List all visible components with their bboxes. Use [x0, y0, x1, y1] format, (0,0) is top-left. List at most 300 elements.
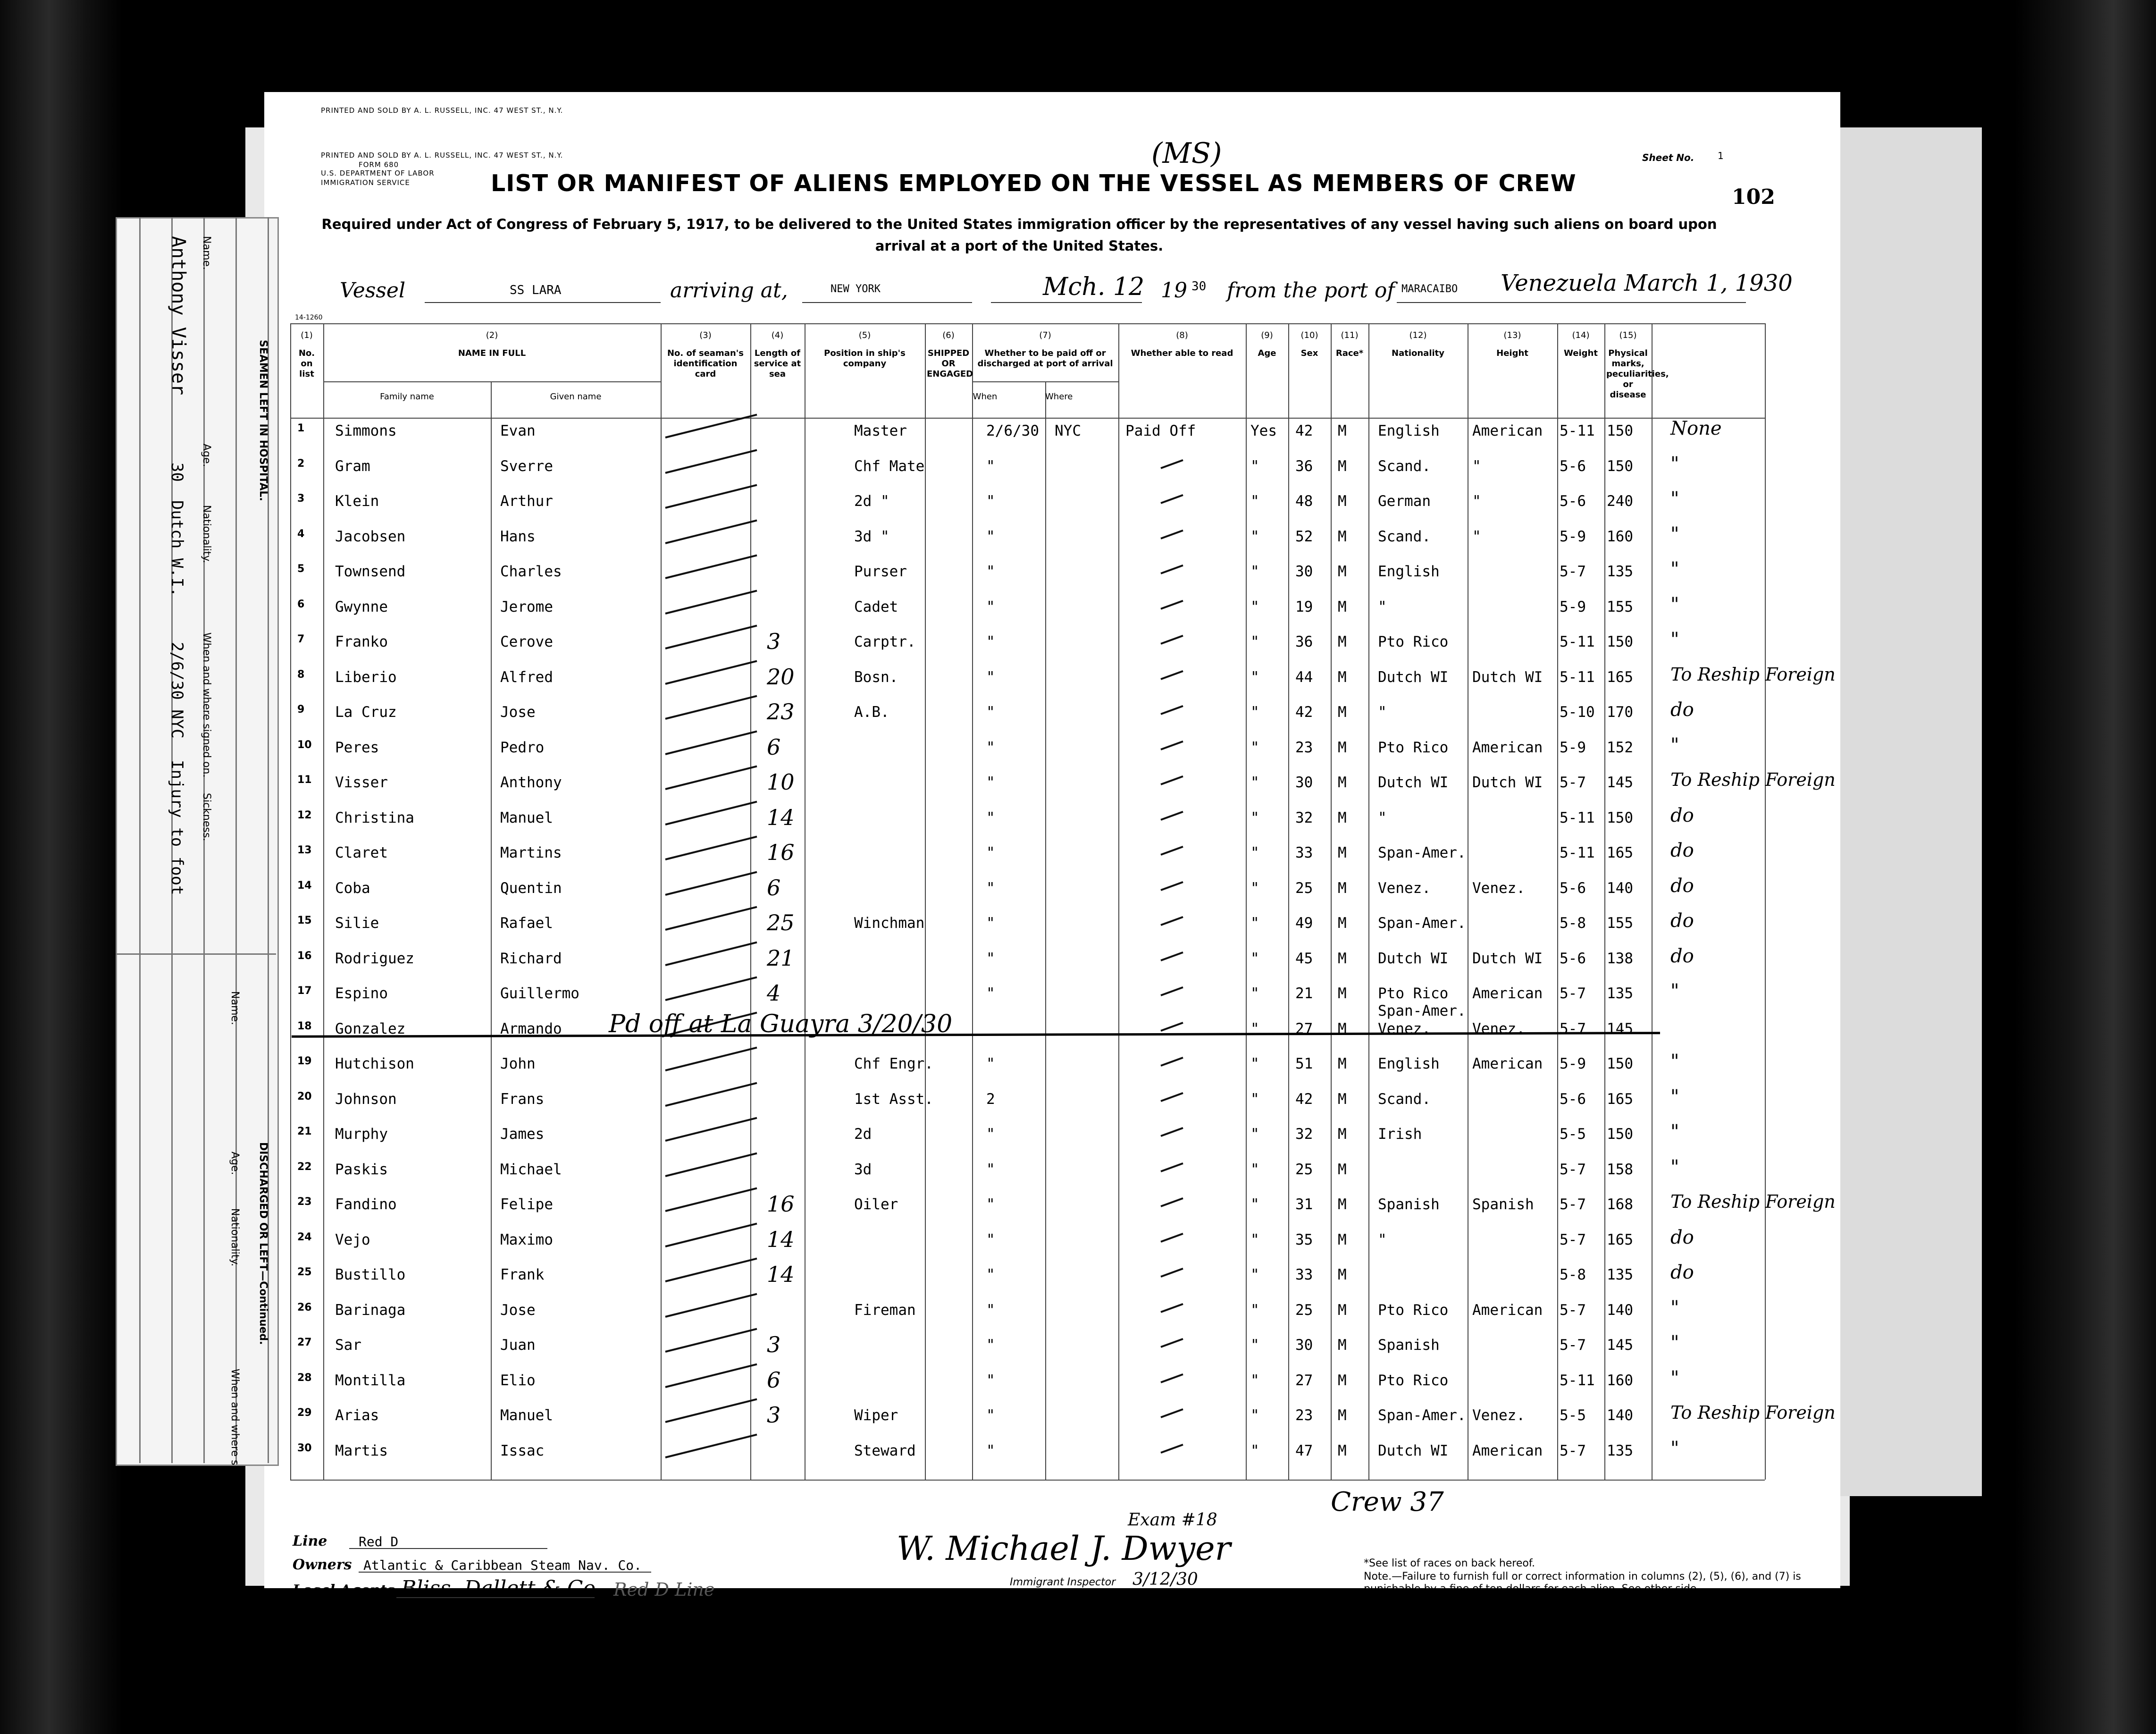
column-number: (2) — [486, 330, 498, 340]
cell-weight: 145 — [1607, 1337, 1633, 1354]
cell-race: Venez. — [1378, 879, 1431, 897]
cell-race: Dutch WI — [1378, 950, 1449, 967]
column-number: (7) — [1039, 330, 1051, 340]
cell-when: 2/6/30 — [986, 422, 1039, 439]
cell-age: 42 — [1295, 704, 1313, 721]
cell-read: " — [1250, 1090, 1259, 1108]
year-value: 30 — [1191, 279, 1207, 294]
column-number: (13) — [1503, 330, 1521, 340]
cell-no: 6 — [297, 598, 305, 610]
cell-service: 14 — [767, 804, 795, 830]
cell-age: 42 — [1295, 422, 1313, 439]
grid-column-line — [1118, 323, 1119, 1480]
cell-race: Span-Amer. — [1378, 915, 1466, 932]
cell-position: Purser — [854, 563, 907, 580]
cell-race: Dutch WI — [1378, 774, 1449, 791]
cell-given: Manuel — [500, 809, 553, 826]
column-subheader: When — [973, 392, 998, 402]
sidebar-divider — [116, 953, 276, 955]
cell-no: 2 — [297, 457, 305, 470]
column-header-6: SHIPPED OR ENGAGED — [927, 348, 973, 379]
cell-age: 19 — [1295, 598, 1313, 615]
cell-marks: do — [1670, 945, 1694, 967]
arriving-underline — [802, 302, 972, 303]
column-number: (1) — [301, 330, 313, 340]
port-value: MARACAIBO — [1401, 283, 1458, 295]
cell-sex: M — [1338, 1231, 1347, 1248]
grid-column-line — [290, 323, 291, 1480]
cell-height: 5-6 — [1560, 493, 1586, 510]
cell-weight: 158 — [1607, 1161, 1633, 1178]
cell-weight: 138 — [1607, 950, 1633, 967]
cell-nationality: Dutch WI — [1472, 950, 1543, 967]
cell-when: " — [986, 985, 995, 1002]
cell-height: 5-5 — [1560, 1407, 1586, 1424]
date-underline — [991, 302, 1142, 303]
grid-column-line — [1288, 323, 1289, 1480]
cell-age: 30 — [1295, 563, 1313, 580]
hospital-label: Sickness. — [201, 793, 212, 842]
cell-family: Simmons — [335, 422, 397, 439]
cell-age: 45 — [1295, 950, 1313, 967]
cell-sex: M — [1338, 1196, 1347, 1213]
cell-marks: do — [1670, 840, 1694, 861]
cell-no: 9 — [297, 704, 305, 715]
cell-when: " — [986, 915, 995, 932]
discharged-label: Nationality. — [229, 1208, 241, 1267]
cell-sex: M — [1338, 1442, 1347, 1459]
cell-family: Rodriguez — [335, 950, 414, 967]
cell-nationality: Dutch WI — [1472, 668, 1543, 686]
crew-note: Crew 37 — [1331, 1487, 1444, 1517]
cell-sex: M — [1338, 915, 1347, 932]
grid-row-line — [290, 323, 1765, 324]
cell-weight: 155 — [1607, 598, 1633, 615]
cell-when: " — [986, 844, 995, 861]
cell-when: " — [986, 563, 995, 580]
cell-when: " — [986, 1372, 995, 1389]
cell-when: " — [986, 598, 995, 615]
cell-sex: M — [1338, 950, 1347, 967]
film-edge-right — [2014, 0, 2156, 1734]
cell-given: Anthony — [500, 774, 562, 791]
cell-age: 42 — [1295, 1090, 1313, 1108]
cell-sex: M — [1338, 457, 1347, 475]
column-header-3: No. of seaman's identification card — [667, 348, 744, 379]
cell-no: 16 — [297, 950, 312, 962]
column-header-8: Whether able to read — [1131, 348, 1233, 358]
cell-marks: " — [1670, 1437, 1679, 1459]
cell-family: Silie — [335, 915, 379, 932]
cell-given: Elio — [500, 1372, 536, 1389]
cell-family: Jacobsen — [335, 528, 406, 545]
cell-read: " — [1250, 1372, 1259, 1389]
cell-height: 5-9 — [1560, 598, 1586, 615]
cell-sex: M — [1338, 563, 1347, 580]
department-label: U.S. DEPARTMENT OF LABOR — [321, 169, 435, 177]
agents-label: Local Agents — [293, 1582, 395, 1599]
column-number: (5) — [858, 330, 871, 340]
cell-family: Paskis — [335, 1161, 388, 1178]
grid-column-line — [925, 323, 926, 1480]
cell-marks: " — [1670, 1296, 1679, 1319]
cell-age: 36 — [1295, 457, 1313, 475]
grid-column-line — [972, 323, 973, 1480]
cell-nationality: American — [1472, 422, 1543, 439]
cell-marks: To Reship Foreign — [1670, 1402, 1836, 1423]
cell-race: " — [1378, 598, 1387, 615]
cell-race: German — [1378, 493, 1431, 510]
column-header-4: Length of service at sea — [754, 348, 801, 379]
cell-marks: " — [1670, 593, 1679, 615]
cell-read: " — [1250, 563, 1259, 580]
cell-read: " — [1250, 1301, 1259, 1319]
column-number: (6) — [942, 330, 955, 340]
cell-service: 3 — [767, 1402, 781, 1428]
cell-family: Peres — [335, 739, 379, 756]
cell-when: " — [986, 1442, 995, 1459]
cell-when: " — [986, 1161, 995, 1178]
cell-height: 5-11 — [1560, 809, 1595, 826]
cell-weight: 165 — [1607, 1231, 1633, 1248]
cell-nationality: American — [1472, 985, 1543, 1002]
cell-given: Quentin — [500, 879, 562, 897]
cell-sex: M — [1338, 985, 1347, 1002]
cell-weight: 135 — [1607, 563, 1633, 580]
grid-subheader-line — [323, 381, 661, 382]
hospital-entry-age: 30 — [168, 463, 186, 482]
cell-position: Chf Engr. — [854, 1055, 933, 1072]
cell-nationality: Venez. — [1472, 1020, 1525, 1037]
cell-race: Scand. — [1378, 528, 1431, 545]
cell-race: English — [1378, 1055, 1440, 1072]
cell-when: " — [986, 633, 995, 650]
cell-service: 14 — [767, 1262, 795, 1287]
cell-service: 25 — [767, 910, 795, 935]
cell-race: " — [1378, 1231, 1387, 1248]
cell-sex: M — [1338, 1055, 1347, 1072]
cell-age: 27 — [1295, 1372, 1313, 1389]
cell-age: 33 — [1295, 1266, 1313, 1283]
column-number: (11) — [1341, 330, 1359, 340]
cell-sex: M — [1338, 528, 1347, 545]
grid-column-line — [1652, 323, 1653, 1480]
line-label: Line — [293, 1533, 327, 1549]
cell-when: " — [986, 704, 995, 721]
grid-subcolumn-line — [491, 381, 492, 1480]
cell-position: Bosn. — [854, 668, 898, 686]
vessel-label: Vessel — [340, 278, 406, 303]
cell-family: La Cruz — [335, 704, 397, 721]
cell-weight: 135 — [1607, 985, 1633, 1002]
cell-height: 5-7 — [1560, 1196, 1586, 1213]
cell-race-extra: Span-Amer. — [1378, 1002, 1466, 1019]
cell-family: Vejo — [335, 1231, 370, 1248]
cell-height: 5-6 — [1560, 950, 1586, 967]
cell-read: " — [1250, 774, 1259, 791]
column-subheader: Family name — [380, 392, 434, 402]
line-value: Red D — [359, 1534, 399, 1549]
cell-age: 52 — [1295, 528, 1313, 545]
grid-subcolumn-line — [1045, 381, 1046, 1480]
hospital-label: Age. — [201, 444, 212, 467]
cell-when: " — [986, 1231, 995, 1248]
cell-sex: M — [1338, 668, 1347, 686]
cell-position: 1st Asst. — [854, 1090, 933, 1108]
cell-marks: do — [1670, 699, 1694, 721]
cell-weight: 165 — [1607, 668, 1633, 686]
cell-read: " — [1250, 1126, 1259, 1143]
cell-no: 25 — [297, 1266, 312, 1278]
from-label: from the port of — [1227, 278, 1395, 303]
cell-height: 5-10 — [1560, 704, 1595, 721]
cell-height: 5-5 — [1560, 1126, 1586, 1143]
cell-position: Winchman — [854, 915, 925, 932]
cell-family: Hutchison — [335, 1055, 414, 1072]
penalty-note: Note.—Failure to furnish full or correct information in columns (2), (5), (6), and (7) is punishable by a fine of ten dollars for each alien. See other side. — [1364, 1571, 1801, 1595]
row-18-note: Pd off at La Guayra 3/20/30 — [609, 1010, 953, 1038]
cell-no: 5 — [297, 563, 305, 575]
cell-no: 21 — [297, 1126, 312, 1137]
cell-service: 16 — [767, 840, 795, 865]
grid-column-line — [1557, 323, 1558, 1480]
cell-given: Maximo — [500, 1231, 553, 1248]
cell-marks: " — [1670, 1156, 1679, 1178]
owners-underline — [359, 1572, 651, 1573]
cell-height: 5-9 — [1560, 739, 1586, 756]
column-header-13: Height — [1496, 348, 1528, 358]
cell-age: 25 — [1295, 879, 1313, 897]
cell-when: " — [986, 1337, 995, 1354]
cell-race: Spanish — [1378, 1196, 1440, 1213]
cell-nationality: " — [1472, 493, 1481, 510]
cell-family: Claret — [335, 844, 388, 861]
cell-family: Liberio — [335, 668, 397, 686]
cell-when: " — [986, 1126, 995, 1143]
cell-given: Charles — [500, 563, 562, 580]
cell-family: Bustillo — [335, 1266, 406, 1283]
cell-service: 21 — [767, 945, 795, 971]
cell-no: 13 — [297, 844, 312, 856]
cell-given: Jerome — [500, 598, 553, 615]
cell-no: 28 — [297, 1372, 312, 1384]
cell-marks: " — [1670, 1121, 1679, 1143]
hospital-entry-nationality: Dutch W.I. — [168, 500, 186, 597]
cell-height: 5-11 — [1560, 422, 1595, 439]
column-number: (14) — [1572, 330, 1590, 340]
arriving-label: arriving at, — [670, 278, 788, 303]
cell-age: 30 — [1295, 774, 1313, 791]
port-handwritten: Venezuela March 1, 1930 — [1501, 270, 1793, 296]
cell-height: 5-9 — [1560, 1055, 1586, 1072]
cell-marks: " — [1670, 629, 1679, 650]
cell-age: 44 — [1295, 668, 1313, 686]
cell-position: Master — [854, 422, 907, 439]
cell-weight: 240 — [1607, 493, 1633, 510]
column-header-10: Sex — [1300, 348, 1318, 358]
discharged-heading: DISCHARGED OR LEFT—Continued. — [257, 1142, 269, 1345]
grid-column-line — [1331, 323, 1332, 1480]
cell-race: Pto Rico — [1378, 985, 1449, 1002]
cell-family: Sar — [335, 1337, 361, 1354]
cell-race: Venez. — [1378, 1020, 1431, 1037]
cell-no: 29 — [297, 1407, 312, 1419]
cell-given: Issac — [500, 1442, 545, 1459]
cell-marks: do — [1670, 875, 1694, 897]
cell-given: Felipe — [500, 1196, 553, 1213]
cell-given: Sverre — [500, 457, 553, 475]
cell-age: 51 — [1295, 1055, 1313, 1072]
form-number: FORM 680 — [359, 160, 399, 169]
grid-column-line — [1604, 323, 1605, 1480]
cell-race: Spanish — [1378, 1337, 1440, 1354]
column-header-11: Race* — [1335, 348, 1364, 358]
grid-row-line — [290, 418, 1765, 419]
cell-marks: " — [1670, 453, 1679, 475]
cell-no: 11 — [297, 774, 312, 786]
cell-marks: " — [1670, 1367, 1679, 1389]
cell-family: Franko — [335, 633, 388, 650]
cell-age: 23 — [1295, 739, 1313, 756]
page-title: LIST OR MANIFEST OF ALIENS EMPLOYED ON THE VESSEL AS MEMBERS OF CREW — [491, 170, 1577, 197]
cell-position: Steward — [854, 1442, 916, 1459]
cell-position: 2d " — [854, 493, 889, 510]
cell-weight: 145 — [1607, 1020, 1633, 1037]
sheet-label: Sheet No. — [1642, 152, 1695, 163]
cell-position: 3d — [854, 1161, 872, 1178]
cell-read: " — [1250, 668, 1259, 686]
cell-read: " — [1250, 457, 1259, 475]
cell-family: Barinaga — [335, 1301, 406, 1319]
cell-marks: " — [1670, 558, 1679, 580]
cell-no: 20 — [297, 1090, 312, 1103]
cell-no: 4 — [297, 528, 305, 540]
cell-position: Cadet — [854, 598, 898, 615]
form-code: 14-1260 — [295, 314, 323, 321]
cell-height: 5-7 — [1560, 774, 1586, 791]
arriving-value: NEW YORK — [831, 283, 881, 295]
cell-race: Dutch WI — [1378, 1442, 1449, 1459]
cell-weight: 135 — [1607, 1266, 1633, 1283]
cell-race: Pto Rico — [1378, 633, 1449, 650]
title-annotation: (MS) — [1151, 137, 1222, 170]
cell-height: 5-11 — [1560, 633, 1595, 650]
cell-age: 25 — [1295, 1301, 1313, 1319]
cell-age: 32 — [1295, 1126, 1313, 1143]
cell-sex: M — [1338, 1161, 1347, 1178]
column-number: (3) — [699, 330, 712, 340]
discharged-label: Name. — [229, 991, 241, 1025]
column-header-12: Nationality — [1392, 348, 1444, 358]
grid-column-line — [1368, 323, 1369, 1480]
cell-where: NYC — [1055, 422, 1081, 439]
cell-marks: do — [1670, 1226, 1694, 1248]
cell-age: 47 — [1295, 1442, 1313, 1459]
agents-note: Red D Line — [613, 1579, 715, 1600]
column-number: (12) — [1409, 330, 1427, 340]
column-subheader: Given name — [550, 392, 602, 402]
cell-marks: " — [1670, 734, 1679, 756]
cell-position: Chf Mate — [854, 457, 925, 475]
cell-age: 30 — [1295, 1337, 1313, 1354]
cell-family: Klein — [335, 493, 379, 510]
cell-marks: " — [1670, 1332, 1679, 1354]
cell-race: Span-Amer. — [1378, 1407, 1466, 1424]
cell-read: " — [1250, 528, 1259, 545]
cell-given: Frank — [500, 1266, 545, 1283]
hospital-label: When and where signed on. — [201, 632, 212, 778]
cell-race: " — [1378, 809, 1387, 826]
cell-given: Alfred — [500, 668, 553, 686]
cell-height: 5-7 — [1560, 1231, 1586, 1248]
cell-no: 8 — [297, 668, 305, 681]
agents-value: Bliss, Dallett & Co. — [401, 1576, 602, 1600]
cell-weight: 150 — [1607, 809, 1633, 826]
cell-given: Evan — [500, 422, 536, 439]
cell-given: Pedro — [500, 739, 545, 756]
cell-race: Scand. — [1378, 457, 1431, 475]
cell-no: 15 — [297, 915, 312, 926]
cell-marks: None — [1670, 418, 1722, 439]
cell-sex: M — [1338, 598, 1347, 615]
cell-position: Carptr. — [854, 633, 916, 650]
cell-when: " — [986, 879, 995, 897]
cell-read: " — [1250, 879, 1259, 897]
cell-sex: M — [1338, 1407, 1347, 1424]
cell-age: 21 — [1295, 985, 1313, 1002]
cell-race: Dutch WI — [1378, 668, 1449, 686]
cell-given: Michael — [500, 1161, 562, 1178]
cell-weight: 152 — [1607, 739, 1633, 756]
cell-family: Murphy — [335, 1126, 388, 1143]
page-number: 102 — [1732, 185, 1775, 209]
cell-weight: 140 — [1607, 879, 1633, 897]
cell-read: " — [1250, 598, 1259, 615]
cell-height: 5-6 — [1560, 1090, 1586, 1108]
hospital-entry-sickness: Injury to foot — [168, 760, 186, 895]
hospital-entry-signed_on: 2/6/30 NYC — [168, 642, 186, 739]
cell-no: 30 — [297, 1442, 312, 1454]
cell-sex: M — [1338, 1020, 1347, 1037]
cell-age: 31 — [1295, 1196, 1313, 1213]
cell-position: Fireman — [854, 1301, 916, 1319]
column-header-1: No. on list — [298, 348, 315, 379]
cell-position: 3d " — [854, 528, 889, 545]
cell-nationality: American — [1472, 1055, 1543, 1072]
cell-no: 27 — [297, 1337, 312, 1348]
cell-weight: 168 — [1607, 1196, 1633, 1213]
cell-service: 23 — [767, 699, 795, 724]
cell-service: 10 — [767, 769, 795, 795]
cell-read: " — [1250, 950, 1259, 967]
cell-height: 5-7 — [1560, 1301, 1586, 1319]
cell-marks: do — [1670, 910, 1694, 932]
cell-race: Pto Rico — [1378, 739, 1449, 756]
cell-marks: " — [1670, 1086, 1679, 1108]
cell-nationality: Venez. — [1472, 1407, 1525, 1424]
cell-sex: M — [1338, 809, 1347, 826]
cell-when: " — [986, 528, 995, 545]
cell-sex: M — [1338, 774, 1347, 791]
cell-height: 5-6 — [1560, 879, 1586, 897]
inspector-signature: W. Michael J. Dwyer — [897, 1529, 1231, 1568]
cell-nationality: American — [1472, 739, 1543, 756]
cell-weight: 145 — [1607, 774, 1633, 791]
cell-no: 1 — [297, 422, 305, 434]
cell-read: " — [1250, 1055, 1259, 1072]
cell-weight: 160 — [1607, 1372, 1633, 1389]
cell-sex: M — [1338, 739, 1347, 756]
